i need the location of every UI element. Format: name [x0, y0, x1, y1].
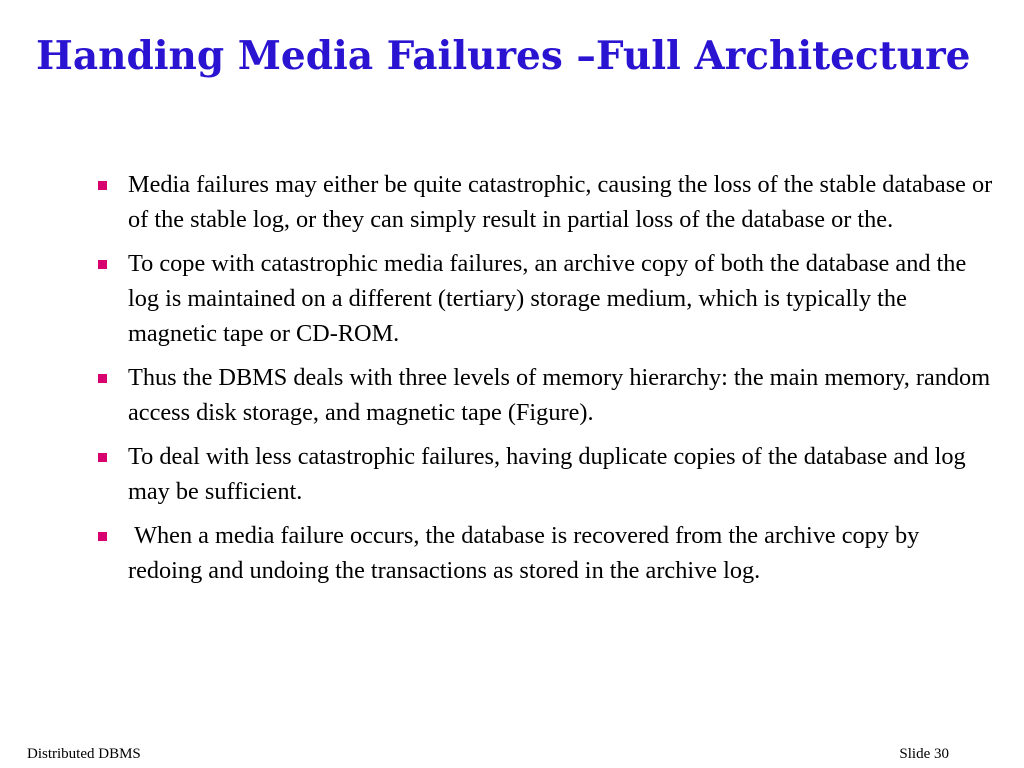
square-bullet-icon: [98, 260, 107, 269]
square-bullet-icon: [98, 374, 107, 383]
footer-slide-number: Slide 30: [899, 746, 949, 762]
footer-course-name: Distributed DBMS: [27, 746, 141, 762]
bullet-text: To cope with catastrophic media failures, an archive copy of both the database and the log is maintained on a different (tertiary) storage medium, which is typically the magnetic tape or CD-ROM.: [128, 250, 967, 347]
square-bullet-icon: [98, 532, 107, 541]
bullet-list: [97, 167, 997, 597]
bullet-text: Thus the DBMS deals with three levels of memory hierarchy: the main memory, random access disk storage, and magnetic tape (Figure).: [128, 364, 991, 426]
bullet-item: [97, 167, 997, 237]
bullet-item: [97, 518, 997, 588]
bullet-text: Media failures may either be quite catastrophic, causing the loss of the stable database or of the stable log, or they can simply result in partial loss of the database or the.: [128, 171, 993, 233]
bullet-item: [97, 360, 997, 430]
bullet-item: [97, 246, 997, 351]
square-bullet-icon: [98, 453, 107, 462]
square-bullet-icon: [98, 181, 107, 190]
slide-title: Handing Media Failures –Full Architecture: [36, 33, 971, 79]
bullet-text: To deal with less catastrophic failures, having duplicate copies of the database and log may be sufficient.: [128, 443, 966, 505]
bullet-text: When a media failure occurs, the database is recovered from the archive copy by redoing and undoing the transactions as stored in the archive log.: [128, 522, 926, 584]
bullet-item: [97, 439, 997, 509]
